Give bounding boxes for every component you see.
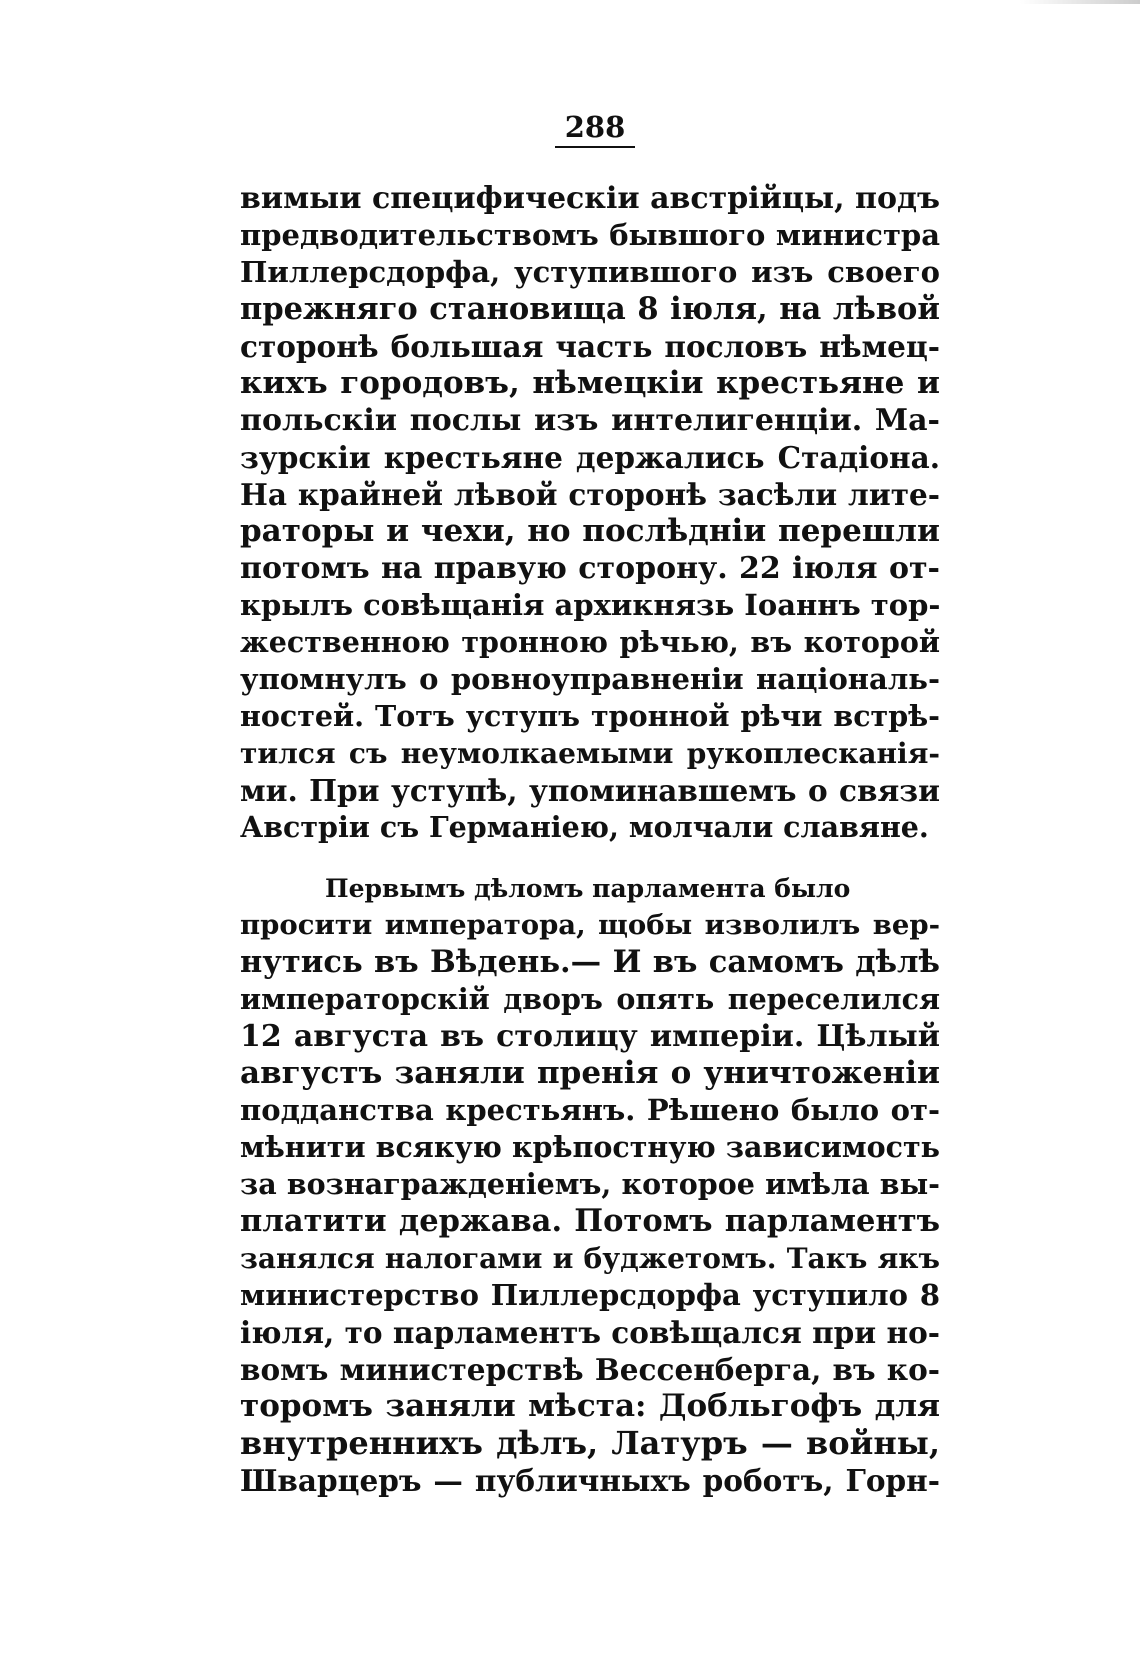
page-number-rule	[555, 146, 635, 148]
text-line: Первымъ дѣломъ парламента было	[325, 874, 851, 903]
text-line: Пиллерсдорфа, уступившого изъ своего	[240, 255, 940, 289]
text-line: мѣнити всякую крѣпостную зависимость	[240, 1130, 940, 1164]
text-line: платити держава. Потомъ парламентъ	[240, 1203, 940, 1239]
text-line: сторонѣ большая часть пословъ нѣмец-	[240, 329, 940, 364]
text-line: На крайней лѣвой сторонѣ засѣли лите-	[240, 477, 940, 512]
text-line: за вознагражденіемъ, которое имѣла вы-	[240, 1167, 940, 1201]
body-text	[240, 180, 940, 1499]
text-line: подданства крестьянъ. Рѣшено было от-	[240, 1093, 940, 1127]
text-line: вимыи специфическіи австрійцы, подъ	[240, 181, 940, 216]
text-line: августъ заняли пренія о уничтоженіи	[240, 1055, 940, 1091]
text-line: прежняго становища 8 іюля, на лѣвой	[240, 291, 940, 327]
text-line: потомъ на правую сторону. 22 іюля от-	[240, 551, 940, 586]
text-line: вомъ министерствѣ Вессенберга, въ ко-	[240, 1352, 940, 1387]
paragraph-1	[240, 180, 940, 846]
text-line: зурскіи крестьяне держались Стадіона.	[240, 440, 940, 475]
text-line: 12 августа въ столицу имперіи. Цѣлый	[240, 1019, 940, 1054]
text-line: Австріи съ Германіею, молчали славяне.	[240, 810, 929, 844]
text-line: ностей. Тотъ уступъ тронной рѣчи встрѣ-	[240, 699, 940, 733]
scan-edge-mark	[1020, 0, 1140, 4]
paragraph-gap	[240, 846, 940, 870]
text-line: упомнулъ о ровноуправненіи національ-	[240, 662, 940, 696]
text-line: просити императора, щобы изволилъ вер-	[240, 909, 940, 941]
text-line: жественною тронною рѣчью, въ которой	[240, 625, 940, 659]
text-line: тился съ неумолкаемыми рукоплесканія-	[240, 737, 940, 770]
text-line: польскіи послы изъ интелигенціи. Ма-	[240, 403, 940, 438]
text-line: крылъ совѣщанія архикнязь Іоаннъ тор-	[240, 588, 941, 622]
text-line: министерство Пиллерсдорфа уступило 8	[240, 1278, 940, 1312]
text-line: занялся налогами и буджетомъ. Такъ якъ	[240, 1242, 940, 1275]
text-line: Шварцеръ — публичныхъ роботъ, Горн-	[240, 1463, 940, 1498]
text-line: внутреннихъ дѣлъ, Латуръ — войны,	[240, 1424, 940, 1462]
text-line: торомъ заняли мѣста: Добльгофъ для	[240, 1388, 940, 1424]
text-line: кихъ городовъ, нѣмецкіи крестьяне и	[240, 365, 940, 401]
page-number: 288	[564, 110, 626, 144]
text-line: нутись въ Вѣдень.— И въ самомъ дѣлѣ	[240, 944, 940, 980]
text-line: іюля, то парламентъ совѣщался при но-	[240, 1315, 940, 1350]
paragraph-2	[240, 870, 940, 1499]
text-line: раторы и чехи, но послѣдніи перешли	[240, 513, 940, 549]
text-line: ми. При уступѣ, упоминавшемъ о связи	[240, 773, 940, 808]
text-line: императорскій дворъ опять переселился	[240, 982, 940, 1016]
text-line: предводительствомъ бывшого министра	[240, 218, 940, 252]
